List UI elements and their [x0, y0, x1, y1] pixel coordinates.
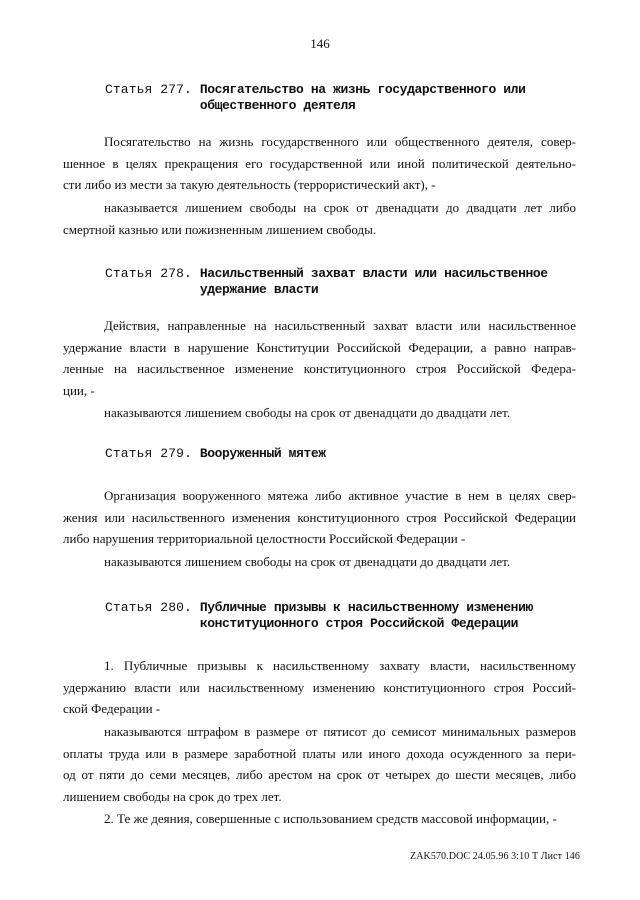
article-278-disposition — [63, 315, 576, 401]
text-line: наказываются штрафом в размере от пятисот до семисот минимальных размеров — [104, 724, 576, 739]
article-title-line: Публичные призывы к насильственному изменению — [199, 600, 533, 615]
article-title-line: общественного деятеля — [199, 98, 356, 113]
text-line: ции, - — [63, 382, 95, 398]
text-line: Посягательство на жизнь государственного или общественного деятеля, совер- — [104, 134, 576, 149]
article-279-sanction — [63, 551, 576, 573]
article-number: Статья 278. — [105, 266, 200, 281]
article-280-part-1-sanction — [63, 721, 576, 807]
text-line: смертной казнью или пожизненным лишением свободы. — [63, 221, 377, 237]
text-line: сти либо из мести за такую деятельность (террористический акт), - — [63, 177, 436, 192]
article-number: Статья 280. — [105, 600, 200, 615]
article-278-sanction — [63, 402, 576, 424]
article-279-heading — [105, 446, 326, 462]
text-line: оплаты труда или в размере заработной платы или иного дохода осужденного за пери- — [63, 745, 576, 761]
text-line: жения или насильственного изменения конституционного строя Российской Федерации — [63, 509, 576, 525]
article-280-part-2 — [63, 808, 576, 830]
article-title-line: удержание власти — [199, 282, 319, 297]
text-line: Организация вооруженного мятежа либо активное участие в нем в целях свер- — [104, 488, 576, 503]
text-line: удержанию власти или насильственному изменению конституционного строя Россий- — [63, 679, 576, 695]
text-line: лишением свободы на срок до трех лет. — [63, 788, 282, 804]
text-line: удержание власти в нарушение Конституции Российской Федерации, а равно направ- — [63, 339, 576, 355]
article-280-heading — [105, 600, 533, 632]
text-line: од от пяти до семи месяцев, либо арестом на срок от четырех до шести месяцев, либо — [63, 767, 576, 782]
article-279-disposition — [63, 485, 576, 550]
article-title-line: Посягательство на жизнь государственного или — [199, 82, 526, 97]
article-title — [200, 266, 548, 298]
page-number: 146 — [310, 36, 330, 51]
article-title — [200, 600, 533, 632]
text-line: ской Федерации - — [63, 701, 161, 716]
article-title — [200, 82, 526, 114]
article-277-sanction — [63, 197, 576, 240]
article-title-line: конституционного строя Российской Федерации — [199, 616, 519, 631]
article-278-heading — [105, 266, 548, 298]
article-title — [200, 446, 326, 462]
text-line: наказываются лишением свободы на срок от двенадцати до двадцати лет. — [104, 405, 511, 420]
article-277-disposition — [63, 131, 576, 196]
text-line: наказывается лишением свободы на срок от двенадцати до двадцати лет либо — [104, 200, 576, 215]
text-line: наказываются лишением свободы на срок от двенадцати до двадцати лет. — [104, 554, 511, 569]
article-277-heading — [105, 82, 525, 114]
article-280-part-1 — [63, 655, 576, 720]
article-title-line: Насильственный захват власти или насильственное — [199, 266, 548, 281]
text-line: 1. Публичные призывы к насильственному захвату власти, насильственному — [104, 658, 576, 673]
text-line: шенное в целях прекращения его государственной или иной политической деятельно- — [63, 155, 576, 171]
text-line: ленные на насильственное изменение конституционного строя Российской Федера- — [63, 361, 576, 376]
document-footer: ZAK570.DOC 24.05.96 3:10 Т Лист 146 — [410, 851, 580, 862]
text-line: Действия, направленные на насильственный захват власти или насильственное — [104, 318, 576, 333]
text-line: 2. Те же деяния, совершенные с использованием средств массовой информации, - — [104, 811, 557, 826]
article-number: Статья 279. — [105, 446, 200, 461]
article-title-line: Вооруженный мятеж — [199, 446, 326, 461]
article-number: Статья 277. — [105, 82, 200, 97]
text-line: либо нарушения территориальной целостности Российской Федерации - — [63, 531, 466, 546]
